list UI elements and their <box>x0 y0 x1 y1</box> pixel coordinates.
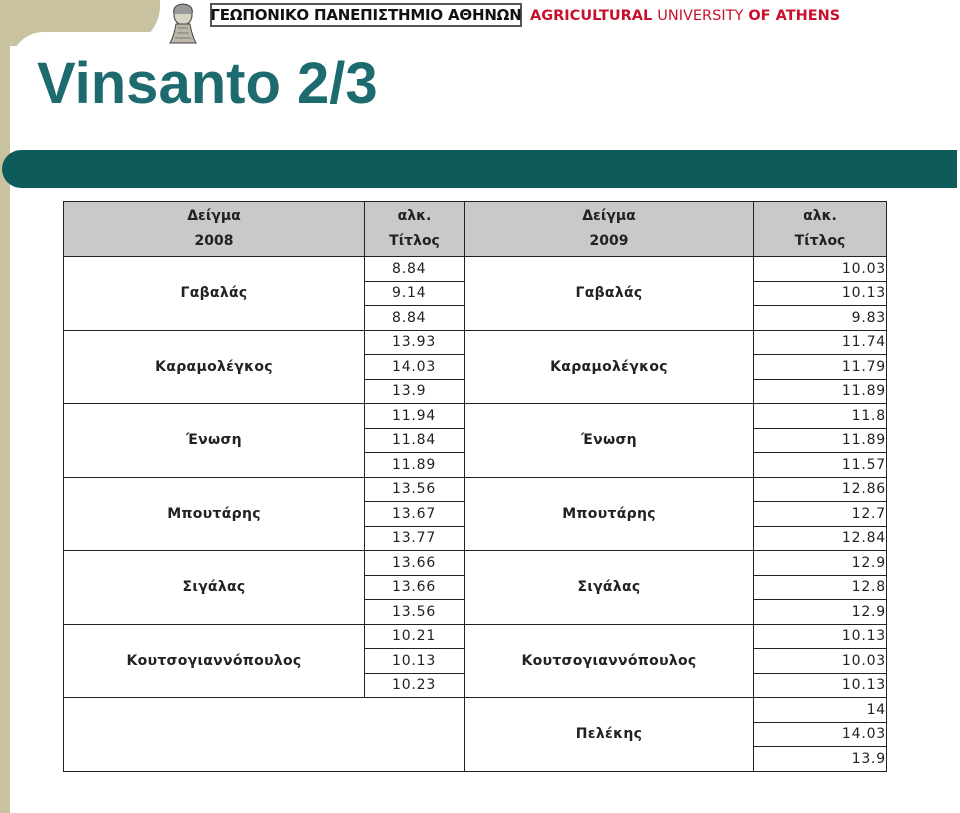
alc-value-2008: 13.56 <box>365 477 465 502</box>
header-sample-2009 <box>465 202 754 257</box>
alc-value-2009: 11.57 <box>754 453 887 478</box>
sample-name-2008: Σιγάλας <box>64 551 365 625</box>
alc-value-2009: 11.89 <box>754 428 887 453</box>
alc-value-2008: 11.84 <box>365 428 465 453</box>
table-row <box>64 624 887 649</box>
header-alc-2008 <box>365 202 465 257</box>
alc-value-2008: 10.21 <box>365 624 465 649</box>
alc-value-2008: 10.23 <box>365 673 465 698</box>
alc-value-2009: 12.86 <box>754 477 887 502</box>
header-text: 2009 <box>589 233 629 249</box>
alc-value-2009: 12.8 <box>754 575 887 600</box>
alc-value-2008: 13.77 <box>365 526 465 551</box>
alc-value-2008: 10.13 <box>365 649 465 674</box>
sample-name-2009: Ένωση <box>465 404 754 478</box>
alc-value-2009: 11.8 <box>754 404 887 429</box>
alc-value-2009: 12.7 <box>754 502 887 527</box>
title-bar-notch <box>30 186 52 188</box>
table-row <box>64 257 887 282</box>
title-underline-bar <box>2 150 957 188</box>
sample-name-2009: Πελέκης <box>465 698 754 772</box>
sample-name-2008: Κουτσογιαννόπουλος <box>64 624 365 698</box>
eng-name-part2: UNIVERSITY <box>657 8 744 24</box>
header-text: Τίτλος <box>794 233 846 249</box>
left-decor-band <box>0 0 10 813</box>
sample-name-2009: Γαβαλάς <box>465 257 754 331</box>
table-row <box>64 330 887 355</box>
alc-value-2008: 13.56 <box>365 600 465 625</box>
alc-value-2009: 10.13 <box>754 673 887 698</box>
header-text: Τίτλος <box>389 233 440 249</box>
sample-name-2009: Κουτσογιαννόπουλος <box>465 624 754 698</box>
alc-value-2008: 11.89 <box>365 453 465 478</box>
alc-value-2009: 10.03 <box>754 649 887 674</box>
sample-name-2008: Καραμολέγκος <box>64 330 365 404</box>
header-sample-2008 <box>64 202 365 257</box>
header-text: Δείγμα <box>582 208 636 224</box>
university-greek-name: ΓΕΩΠΟΝΙΚΟ ΠΑΝΕΠΙΣΤΗΜΙΟ ΑΘΗΝΩΝ <box>210 3 522 27</box>
eng-name-part1: AGRICULTURAL <box>530 8 653 24</box>
alc-value-2009: 12.84 <box>754 526 887 551</box>
header-text: αλκ. <box>803 208 837 224</box>
alc-value-2009: 12.9 <box>754 600 887 625</box>
table-row <box>64 477 887 502</box>
table-row <box>64 404 887 429</box>
sample-name-2008: Μπουτάρης <box>64 477 365 551</box>
alc-value-2009: 10.03 <box>754 257 887 282</box>
sample-name-2008: Ένωση <box>64 404 365 478</box>
alc-value-2009: 11.74 <box>754 330 887 355</box>
header-text: 2008 <box>194 233 234 249</box>
sample-name-2008: Γαβαλάς <box>64 257 365 331</box>
alc-value-2008: 13.67 <box>365 502 465 527</box>
alc-value-2009: 11.89 <box>754 379 887 404</box>
alc-value-2009: 14 <box>754 698 887 723</box>
alc-value-2009: 12.9 <box>754 551 887 576</box>
university-english-name <box>530 5 840 27</box>
alc-value-2009: 11.79 <box>754 355 887 380</box>
empty-cell-2008 <box>64 698 465 772</box>
table-row <box>64 551 887 576</box>
sample-name-2009: Σιγάλας <box>465 551 754 625</box>
table-header-row <box>64 202 887 257</box>
alc-value-2009: 9.83 <box>754 306 887 331</box>
alc-value-2009: 10.13 <box>754 281 887 306</box>
alc-value-2009: 13.9 <box>754 747 887 772</box>
sample-name-2009: Μπουτάρης <box>465 477 754 551</box>
sample-name-2009: Καραμολέγκος <box>465 330 754 404</box>
alc-value-2008: 9.14 <box>365 281 465 306</box>
header-text: Δείγμα <box>187 208 241 224</box>
alc-value-2008: 13.9 <box>365 379 465 404</box>
table-row <box>64 698 887 723</box>
alcohol-titre-table <box>63 201 887 772</box>
alc-value-2008: 8.84 <box>365 257 465 282</box>
alc-value-2008: 13.66 <box>365 575 465 600</box>
alc-value-2008: 11.94 <box>365 404 465 429</box>
alc-value-2008: 8.84 <box>365 306 465 331</box>
header-alc-2009 <box>754 202 887 257</box>
alc-value-2009: 10.13 <box>754 624 887 649</box>
header-text: αλκ. <box>397 208 432 224</box>
athena-logo-icon <box>162 2 204 44</box>
alc-value-2008: 14.03 <box>365 355 465 380</box>
eng-name-part3: OF ATHENS <box>748 8 841 24</box>
slide-title: Vinsanto 2/3 <box>37 51 378 116</box>
alc-value-2008: 13.66 <box>365 551 465 576</box>
alc-value-2009: 14.03 <box>754 722 887 747</box>
alc-value-2008: 13.93 <box>365 330 465 355</box>
